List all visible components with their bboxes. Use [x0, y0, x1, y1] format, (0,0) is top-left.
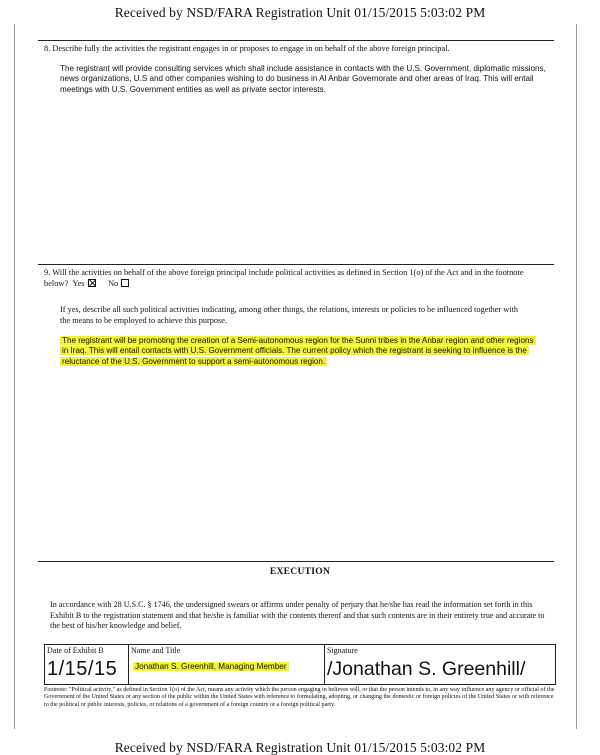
- question-9-followup: If yes, describe all such political activities indicating, among other things, the relations, interests or policies to be influenced together with the means to be employed to achieve this purpose.: [60, 305, 519, 325]
- question-8-number: 8.: [44, 44, 51, 53]
- question-8-prompt-text: Describe fully the activities the registrant engages in or proposes to engage in on behalf of the above foreign principal.: [52, 44, 450, 53]
- divider-q9: [38, 264, 554, 265]
- question-9-answer: [60, 336, 540, 367]
- received-stamp-bottom: Received by NSD/FARA Registration Unit 01/15/2015 5:03:02 PM: [114, 740, 486, 755]
- divider-q8: [38, 40, 554, 41]
- execution-heading: EXECUTION: [269, 567, 331, 577]
- signature-label: Signature: [327, 646, 358, 655]
- question-9-prompt: [44, 268, 544, 289]
- signature-table: [44, 644, 556, 685]
- date-value: 1/15/15: [47, 658, 118, 680]
- question-8-answer: The registrant will provide consulting services which shall include assistance in contacts with the U.S. Government, diplomatic missions, news organizations, U.S and other companies wishing to do business in Al Anbar Governorate and oher areas of Iraq. This will entail meetings with U.S. Government entities as well as private sector interests.: [60, 64, 546, 94]
- question-9-prompt-text: Will the activities on behalf of the above foreign principal include political activities as defined in Section 1(o) of the Act and in the footnote below?: [44, 268, 524, 288]
- signature-value: /Jonathan S. Greenhill/: [327, 658, 526, 680]
- highlighted-answer: The registrant will be promoting the creation of a Semi-autonomous region for the Sunni tribes in the Anbar region and other regions in Iraq. This will entail contacts with U.S. Government officials. The current policy which the registrant is seeking to influence is the reluctance of the U.S. Government to support a semi-autonomous region.: [62, 336, 534, 366]
- highlighted-name: Jonathan S. Greenhill, Managing Member: [135, 662, 287, 671]
- page-edge-left: [14, 24, 15, 729]
- page-edge-right: [576, 24, 577, 729]
- no-checkbox[interactable]: [121, 279, 129, 287]
- received-stamp-top: Received by NSD/FARA Registration Unit 01/15/2015 5:03:02 PM: [114, 5, 486, 20]
- name-cell: [129, 645, 325, 684]
- execution-statement: In accordance with 28 U.S.C. § 1746, the undersigned swears or affirms under penalty of perjury that he/she has read the information set forth in this Exhibit B to the registration statement and that he/she is familiar with the contents thereof and that such contents are in their entirety true and accurate to the best of his/her knowledge and belief.: [50, 600, 545, 631]
- date-cell: [45, 645, 129, 684]
- name-label: Name and Title: [131, 646, 181, 655]
- date-label: Date of Exhibit B: [47, 646, 104, 655]
- divider-execution: [38, 561, 554, 562]
- no-label: No: [108, 278, 119, 288]
- footnote: Footnote: "Political activity," as defined in Section 1(o) of the Act, means any activity which the person engaging in believes will, or that the person intends to, in any way influence any agency or official of the Government of the United States or any section of the public within the United States with reference to formulating, adopting, or changing the domestic or foreign policies of the United States or with reference to the political or public interests, policies, or relations of a government of a foreign country or a foreign political party.: [44, 687, 555, 708]
- yes-label: Yes: [72, 278, 85, 288]
- question-9-number: 9.: [44, 268, 51, 277]
- signature-cell: [325, 645, 555, 684]
- name-value: [133, 662, 289, 671]
- yes-checkbox[interactable]: [88, 279, 96, 287]
- question-8-prompt: [44, 44, 544, 55]
